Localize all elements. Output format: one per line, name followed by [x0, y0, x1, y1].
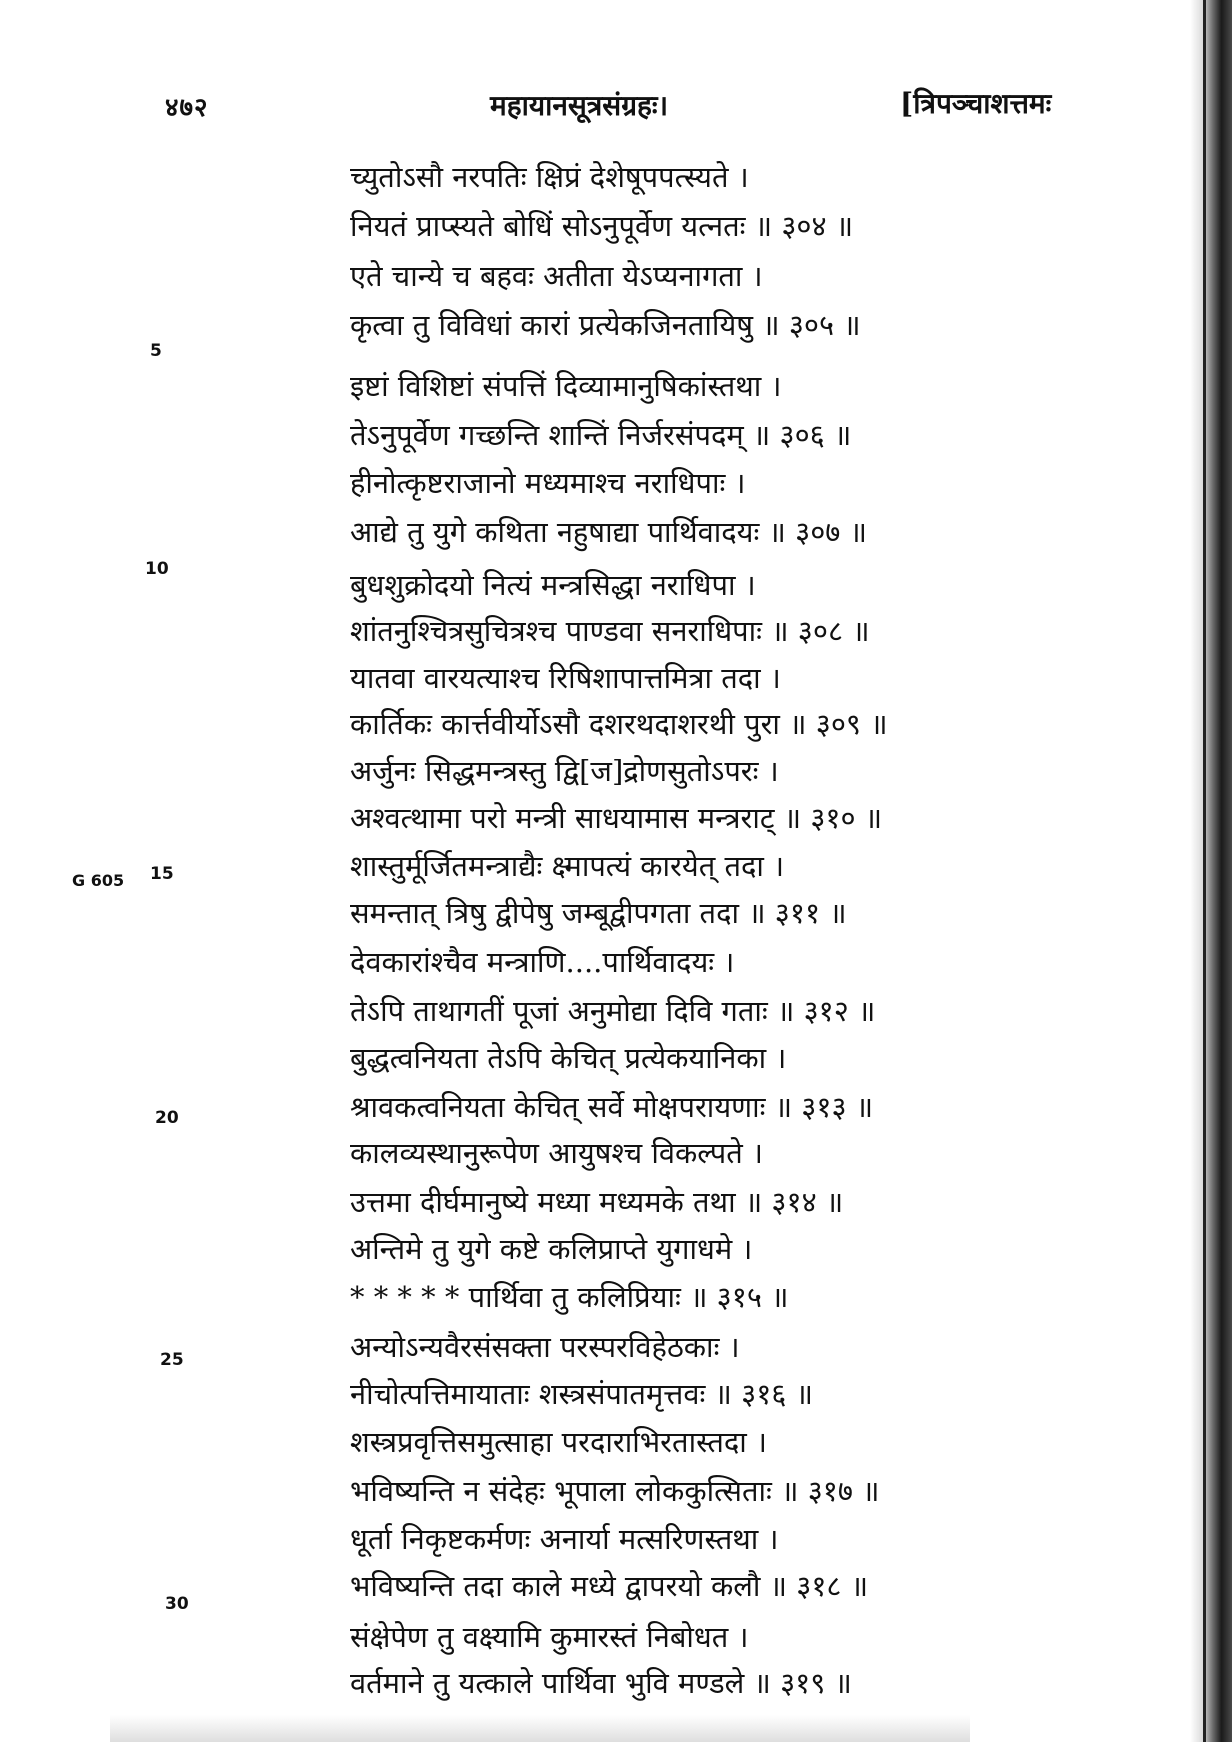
line-number: 10	[145, 559, 169, 579]
verse-line: वर्तमाने तु यत्काले पार्थिवा भुवि मण्डले ॥ ३१९ ॥	[350, 1666, 852, 1700]
verse-line: कालव्यस्थानुरूपेण आयुषश्च विकल्पते ।	[350, 1136, 763, 1170]
verse-line: एते चान्ये च बहवः अतीता येऽप्यनागता ।	[350, 259, 763, 293]
verse-line: शांतनुश्चित्रसुचित्रश्च पाण्डवा सनराधिपाः ॥ ३०८ ॥	[350, 614, 870, 648]
book-spine-shadow	[1190, 0, 1232, 1742]
verse-line: यातवा वारयत्याश्च रिषिशापात्तमित्रा तदा ।	[350, 661, 781, 695]
section-heading: [त्रिपञ्चाशत्तमः	[900, 87, 1052, 120]
verse-line: नीचोत्पत्तिमायाताः शस्त्रसंपातमृत्तवः ॥ ३१६ ॥	[350, 1377, 813, 1411]
verse-line: च्युतोऽसौ नरपतिः क्षिप्रं देशेषूपपत्स्यते ।	[350, 160, 749, 194]
verse-line: धूर्ता निकृष्टकर्मणः अनार्या मत्सरिणस्तथा ।	[350, 1522, 779, 1556]
verse-line: संक्षेपेण तु वक्ष्यामि कुमारस्तं निबोधत ।	[350, 1620, 749, 1654]
verse-line: अश्वत्थामा परो मन्त्री साधयामास मन्त्रराट् ॥ ३१० ॥	[350, 801, 883, 835]
verse-line: * * * * * पार्थिवा तु कलिप्रियाः ॥ ३१५ ॥	[350, 1280, 789, 1314]
margin-reference: G 605	[72, 871, 125, 890]
verse-line: आद्ये तु युगे कथिता नहुषाद्या पार्थिवादयः ॥ ३०७ ॥	[350, 515, 867, 549]
verse-line: शस्त्रप्रवृत्तिसमुत्साहा परदाराभिरतास्तदा ।	[350, 1425, 768, 1459]
verse-line: देवकारांश्चैव मन्त्राणि....पार्थिवादयः ।	[350, 945, 735, 979]
verse-line: बुधशुक्रोदयो नित्यं मन्त्रसिद्धा नराधिपा ।	[350, 568, 756, 602]
line-number: 25	[160, 1350, 184, 1370]
verse-line: कृत्वा तु विविधां कारां प्रत्येकजिनतायिषु ॥ ३०५ ॥	[350, 308, 861, 342]
verse-line: कार्तिकः कार्त्तवीर्योऽसौ दशरथदाशरथी पुरा ॥ ३०९ ॥	[350, 707, 888, 741]
verse-line: तेऽपि ताथागतीं पूजां अनुमोद्या दिवि गताः ॥ ३१२ ॥	[350, 994, 876, 1028]
line-number: 5	[150, 341, 162, 361]
verse-line: नियतं प्राप्स्यते बोधिं सोऽनुपूर्वेण यत्नतः ॥ ३०४ ॥	[350, 209, 854, 243]
verse-line: अन्योऽन्यवैरसंसक्ता परस्परविहेठकाः ।	[350, 1330, 740, 1364]
verse-line: अन्तिमे तु युगे कष्टे कलिप्राप्ते युगाधमे ।	[350, 1232, 753, 1266]
verse-line: हीनोत्कृष्टराजानो मध्यमाश्च नराधिपाः ।	[350, 466, 746, 500]
line-number: 15	[150, 864, 174, 884]
verse-line: भविष्यन्ति न संदेहः भूपाला लोककुत्सिताः ॥ ३१७ ॥	[350, 1474, 880, 1508]
scan-smudge	[110, 1715, 970, 1742]
verse-line: उत्तमा दीर्घमानुष्ये मध्या मध्यमके तथा ॥ ३१४ ॥	[350, 1185, 844, 1219]
verse-line: बुद्धत्वनियता तेऽपि केचित् प्रत्येकयानिका ।	[350, 1041, 787, 1075]
verse-line: समन्तात् त्रिषु द्वीपेषु जम्बूद्वीपगता तदा ॥ ३११ ॥	[350, 896, 847, 930]
verse-line: भविष्यन्ति तदा काले मध्ये द्वापरयो कलौ ॥ ३१८ ॥	[350, 1569, 869, 1603]
page-number: ४७२	[165, 93, 209, 123]
verse-line: श्रावकत्वनियता केचित् सर्वे मोक्षपरायणाः ॥ ३१३ ॥	[350, 1090, 874, 1124]
line-number: 30	[165, 1594, 189, 1614]
verse-line: शास्तुर्मूर्जितमन्त्राद्यैः क्ष्मापत्यं कारयेत् तदा ।	[350, 849, 785, 883]
book-spine-line	[1203, 0, 1206, 1742]
verse-line: तेऽनुपूर्वेण गच्छन्ति शान्तिं निर्जरसंपदम् ॥ ३०६ ॥	[350, 418, 852, 452]
verse-line: इष्टां विशिष्टां संपत्तिं दिव्यामानुषिकांस्तथा ।	[350, 369, 782, 403]
verse-line: अर्जुनः सिद्धमन्त्रस्तु द्वि[ज]द्रोणसुतोऽपरः ।	[350, 754, 779, 788]
running-title: महायानसूत्रसंग्रहः।	[490, 89, 669, 122]
line-number: 20	[155, 1108, 179, 1128]
